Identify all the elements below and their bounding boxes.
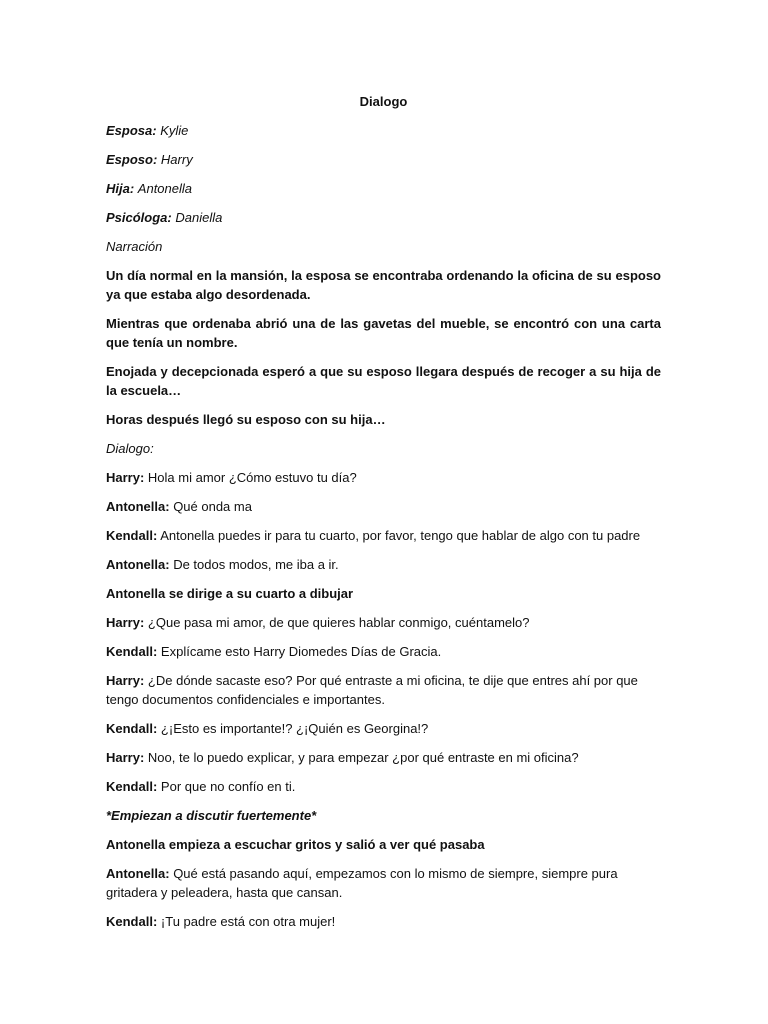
- speaker-name: Harry:: [106, 673, 145, 688]
- dialogue-line: [106, 912, 661, 931]
- speaker-name: Harry:: [106, 615, 145, 630]
- speaker-name: Kendall:: [106, 721, 158, 736]
- dialogue-text: ¿¡Esto es importante!? ¿¡Quién es Georgina!?: [160, 721, 429, 736]
- speaker-name: Antonella:: [106, 866, 170, 881]
- dialogue-text: De todos modos, me iba a ir.: [173, 557, 339, 572]
- character-line: Psicóloga: Daniella: [106, 210, 223, 225]
- page-title: Dialogo: [359, 94, 408, 109]
- document-body: [106, 92, 661, 941]
- dialogue-line: [106, 777, 661, 796]
- stage-direction: Antonella se dirige a su cuarto a dibujar: [106, 586, 354, 601]
- narration-paragraph: Un día normal en la mansión, la esposa se encontraba ordenando la oficina de su esposo ya que estaba algo desordenada.: [106, 268, 661, 302]
- dialogue-text: Noo, te lo puedo explicar, y para empezar ¿por qué entraste en mi oficina?: [147, 750, 579, 765]
- speaker-name: Kendall:: [106, 528, 158, 543]
- dialogue-line: [106, 642, 661, 661]
- dialogue-line: [106, 719, 661, 738]
- dialogue-line: [106, 555, 661, 574]
- dialogue-line: [106, 526, 661, 545]
- dialogue-text: Explícame esto Harry Diomedes Días de Gracia.: [160, 644, 442, 659]
- speaker-name: Kendall:: [106, 914, 158, 929]
- dialogue-text: Qué está pasando aquí, empezamos con lo mismo de siempre, siempre pura gritadera y peleadera, hasta que cansan.: [106, 866, 618, 900]
- speaker-name: Harry:: [106, 750, 145, 765]
- dialogue-text: Antonella puedes ir para tu cuarto, por favor, tengo que hablar de algo con tu padre: [160, 528, 641, 543]
- dialogue-line: [106, 671, 661, 709]
- stage-direction: Antonella empieza a escuchar gritos y salió a ver qué pasaba: [106, 837, 485, 852]
- dialogue-text: ¿Que pasa mi amor, de que quieres hablar conmigo, cuéntamelo?: [147, 615, 530, 630]
- section-label: Narración: [106, 239, 163, 254]
- narration-paragraph: Mientras que ordenaba abrió una de las gavetas del mueble, se encontró con una carta que tenía un nombre.: [106, 316, 661, 350]
- character-line: Esposo: Harry: [106, 152, 193, 167]
- dialogue-line: [106, 748, 661, 767]
- dialogue-text: ¡Tu padre está con otra mujer!: [160, 914, 336, 929]
- speaker-name: Kendall:: [106, 644, 158, 659]
- speaker-name: Harry:: [106, 470, 145, 485]
- speaker-name: Antonella:: [106, 499, 170, 514]
- dialogue-text: Qué onda ma: [173, 499, 252, 514]
- stage-direction: *Empiezan a discutir fuertemente*: [106, 808, 317, 823]
- dialogue-line: [106, 864, 661, 902]
- dialogue-line: [106, 497, 661, 516]
- dialogue-text: Hola mi amor ¿Cómo estuvo tu día?: [147, 470, 357, 485]
- section-label: Dialogo:: [106, 441, 154, 456]
- character-line: Esposa: Kylie: [106, 123, 189, 138]
- narration-paragraph: Enojada y decepcionada esperó a que su esposo llegara después de recoger a su hija de la escuela…: [106, 364, 661, 398]
- narration-paragraph: Horas después llegó su esposo con su hija…: [106, 412, 386, 427]
- dialogue-text: ¿De dónde sacaste eso? Por qué entraste a mi oficina, te dije que entres ahí por que tengo documentos confidenciales e importantes.: [106, 673, 638, 707]
- dialogue-line: [106, 468, 661, 487]
- dialogue-line: [106, 613, 661, 632]
- speaker-name: Kendall:: [106, 779, 158, 794]
- speaker-name: Antonella:: [106, 557, 170, 572]
- character-line: Hija: Antonella: [106, 181, 193, 196]
- dialogue-text: Por que no confío en ti.: [160, 779, 296, 794]
